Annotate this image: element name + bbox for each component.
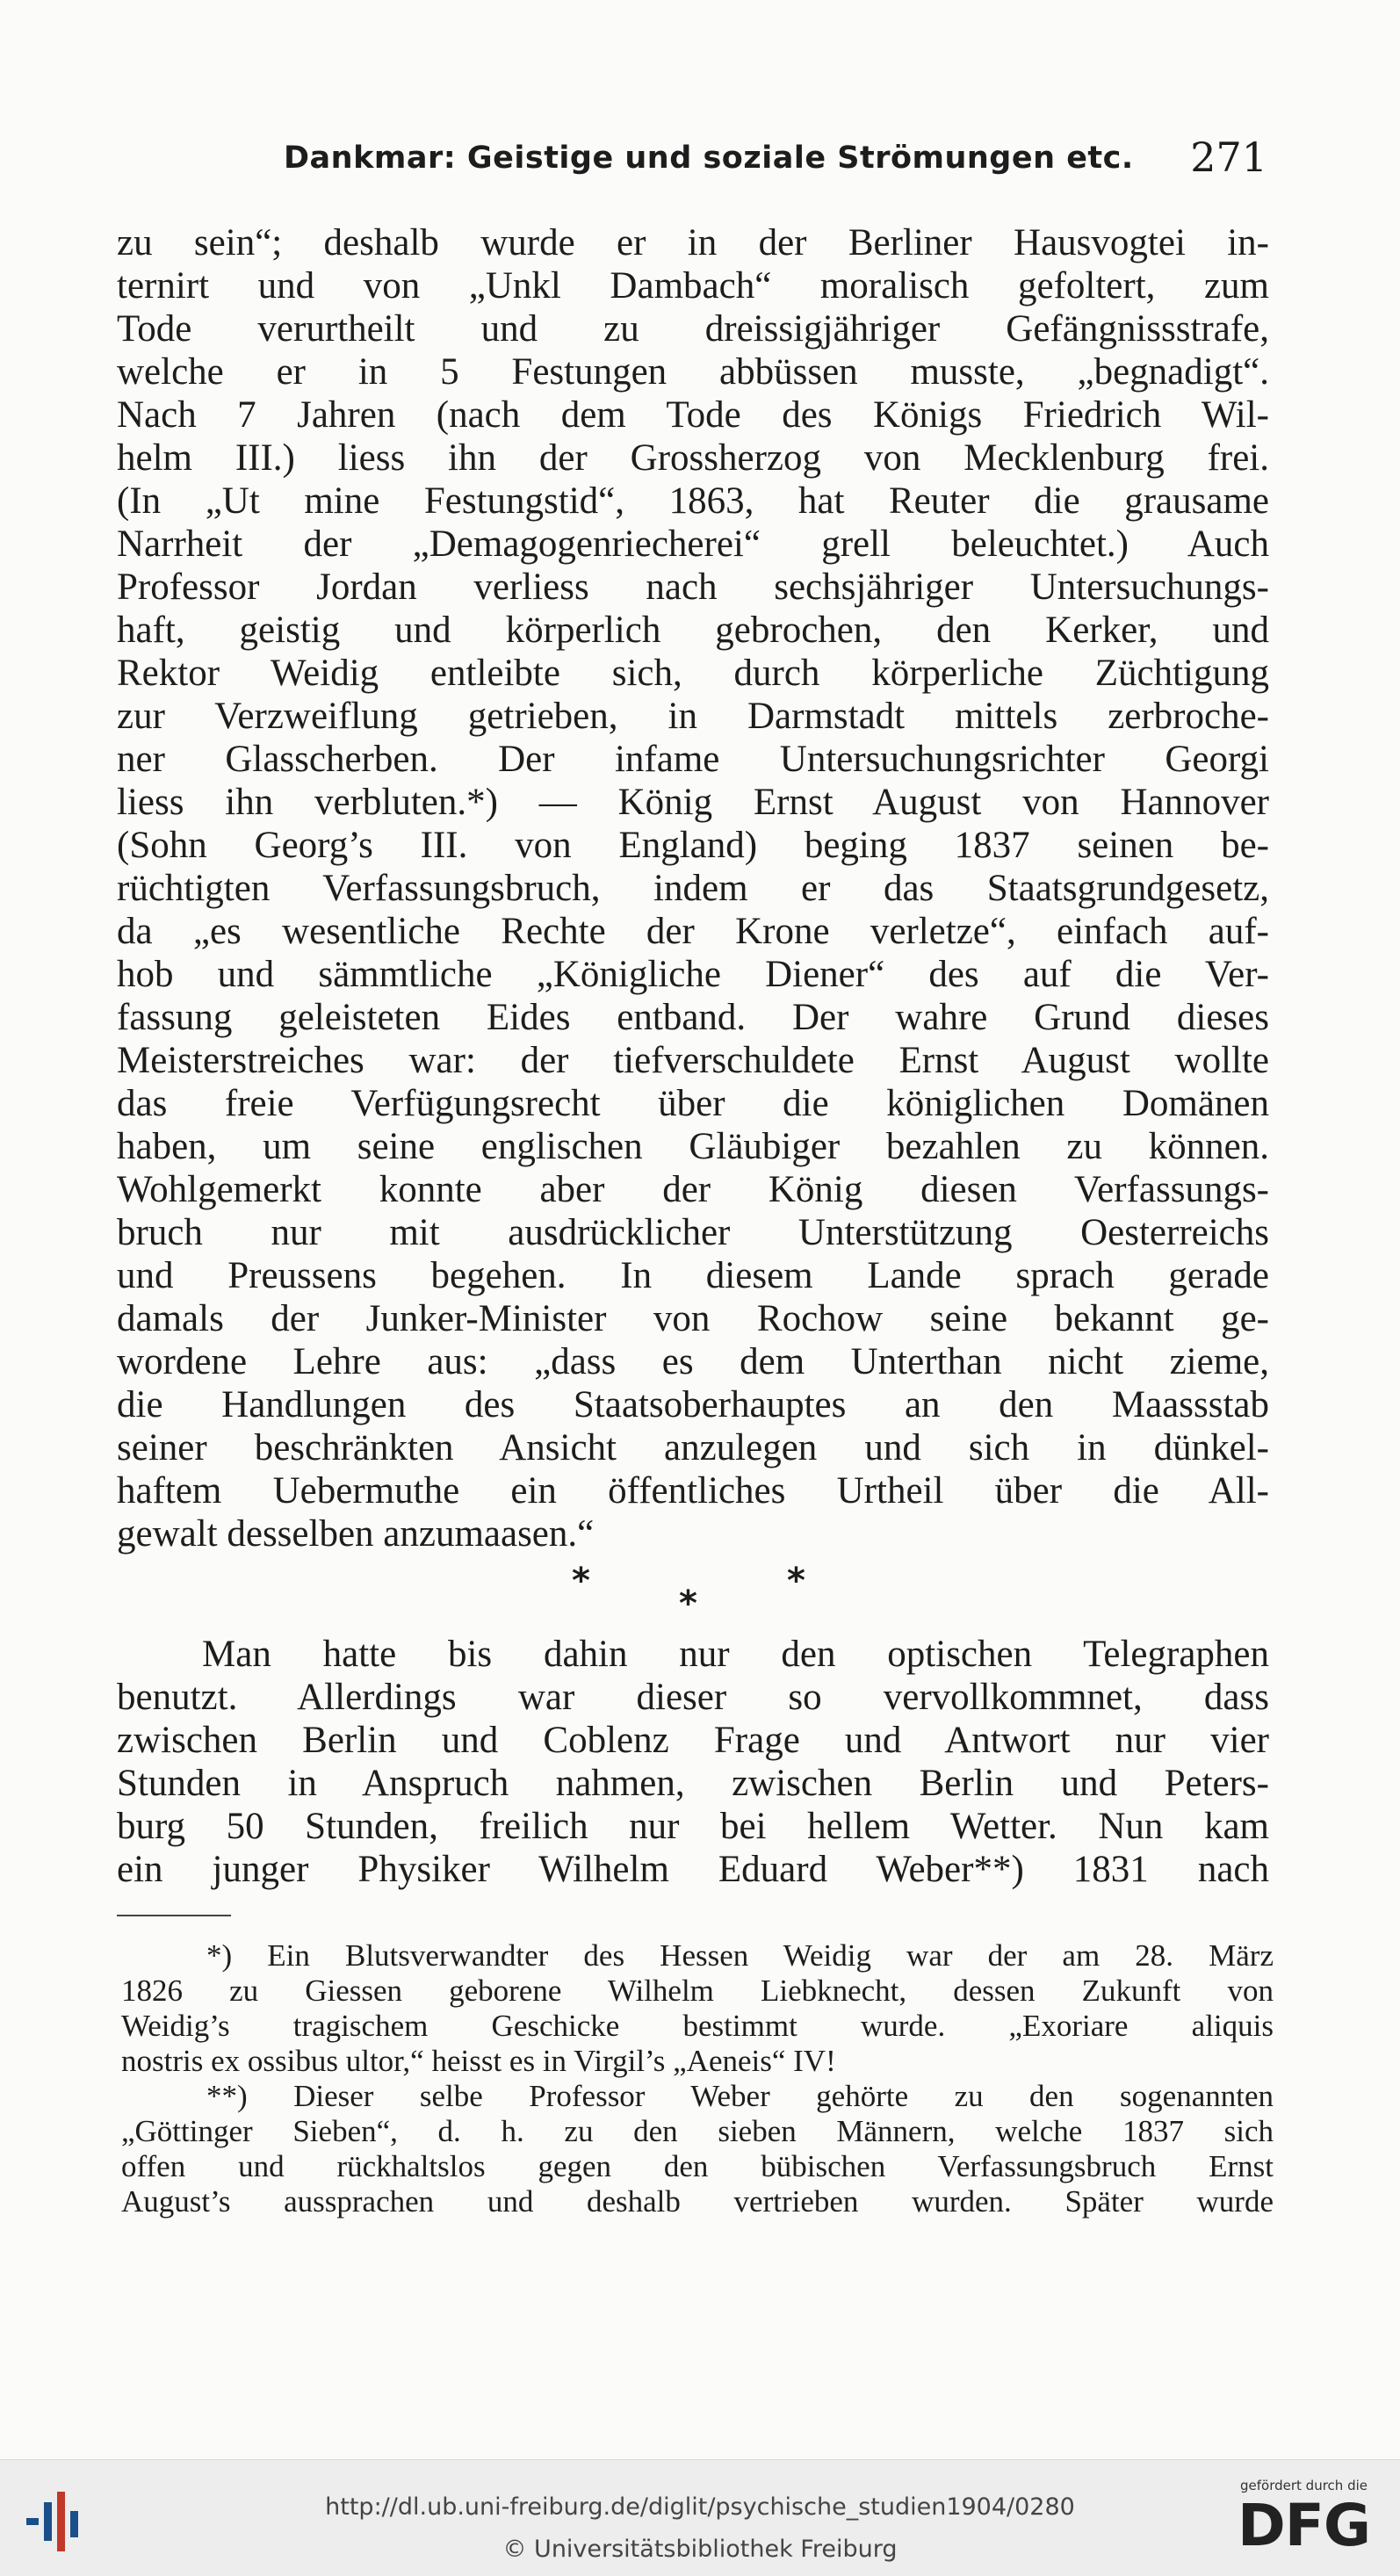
- running-head: Dankmar: Geistige und soziale Strömungen etc.: [284, 141, 1134, 176]
- text-line: hob und sämmtliche „Königliche Diener“ des auf die Ver-: [117, 954, 1269, 995]
- text-line: ternirt und von „Unkl Dambach“ moralisch gefoltert, zum: [117, 265, 1269, 307]
- footnote-line: **) Dieser selbe Professor Weber gehörte zu den sogenannten: [206, 2079, 1274, 2113]
- text-line: (Sohn Georg’s III. von England) beging 1837 seinen be-: [117, 825, 1269, 866]
- text-line: haft, geistig und körperlich gebrochen, den Kerker, und: [117, 610, 1269, 651]
- page-number: 271: [1190, 133, 1267, 181]
- text-line: Professor Jordan verliess nach sechsjähriger Untersuchungs-: [117, 566, 1269, 608]
- text-line: seiner beschränkten Ansicht anzulegen und sich in dünkel-: [117, 1427, 1269, 1468]
- text-line: welche er in 5 Festungen abbüssen musste, „begnadigt“.: [117, 351, 1269, 393]
- text-line: und Preussens begehen. In diesem Lande sprach gerade: [117, 1255, 1269, 1296]
- text-line: (In „Ut mine Festungstid“, 1863, hat Reuter die grausame: [117, 480, 1269, 522]
- footnote-line: August’s aussprachen und deshalb vertrieben wurden. Später wurde: [121, 2184, 1274, 2219]
- footnote-line: 1826 zu Giessen geborene Wilhelm Liebknecht, dessen Zukunft von: [121, 1973, 1274, 2008]
- text-line: Stunden in Anspruch nahmen, zwischen Berlin und Peters-: [117, 1763, 1269, 1804]
- text-line: benutzt. Allerdings war dieser so vervollkommnet, dass: [117, 1677, 1269, 1718]
- text-line: ein junger Physiker Wilhelm Eduard Weber**) 1831 nach: [117, 1849, 1269, 1890]
- dfg-caption: gefördert durch die: [1240, 2478, 1368, 2493]
- footnote-line: nostris ex ossibus ultor,“ heisst es in Virgil’s „Aeneis“ IV!: [121, 2044, 836, 2078]
- text-line: gewalt desselben anzumaasen.“: [117, 1513, 595, 1555]
- separator-star: *: [572, 1561, 590, 1601]
- text-line: das freie Verfügungsrecht über die königlichen Domänen: [117, 1083, 1269, 1124]
- text-line: Wohlgemerkt konnte aber der König diesen Verfassungs-: [117, 1169, 1269, 1210]
- text-line: bruch nur mit ausdrücklicher Unterstützung Oesterreichs: [117, 1212, 1269, 1253]
- footnote-line: *) Ein Blutsverwandter des Hessen Weidig war der am 28. März: [206, 1938, 1274, 1973]
- text-line: Tode verurtheilt und zu dreissigjähriger Gefängnissstrafe,: [117, 308, 1269, 350]
- text-line: Meisterstreiches war: der tiefverschuldete Ernst August wollte: [117, 1040, 1269, 1081]
- footnote-rule: [117, 1915, 231, 1916]
- text-line: rüchtigten Verfassungsbruch, indem er das Staatsgrundgesetz,: [117, 868, 1269, 909]
- footnote-line: „Göttinger Sieben“, d. h. zu den sieben Männern, welche 1837 sich: [121, 2114, 1274, 2148]
- text-line: Man hatte bis dahin nur den optischen Telegraphen: [202, 1634, 1269, 1675]
- footnote-line: Weidig’s tragischem Geschicke bestimmt wurde. „Exoriare aliquis: [121, 2009, 1274, 2043]
- text-line: ner Glasscherben. Der infame Untersuchungsrichter Georgi: [117, 739, 1269, 780]
- text-line: die Handlungen des Staatsoberhauptes an den Maassstab: [117, 1384, 1269, 1425]
- text-line: liess ihn verbluten.*) — König Ernst August von Hannover: [117, 782, 1269, 823]
- separator-star: *: [787, 1561, 805, 1601]
- text-line: da „es wesentliche Rechte der Krone verletze“, einfach auf-: [117, 911, 1269, 952]
- section-separator: [117, 1559, 1269, 1622]
- footnote-line: offen und rückhaltslos gegen den bübischen Verfassungsbruch Ernst: [121, 2149, 1274, 2183]
- dfg-wordmark: DFG: [1237, 2492, 1371, 2559]
- text-line: zwischen Berlin und Coblenz Frage und Antwort nur vier: [117, 1720, 1269, 1761]
- text-line: haftem Uebermuthe ein öffentliches Urtheil über die All-: [117, 1470, 1269, 1512]
- separator-star: *: [679, 1584, 697, 1624]
- viewer-footer: [0, 2459, 1400, 2576]
- text-line: Rektor Weidig entleibte sich, durch körperliche Züchtigung: [117, 653, 1269, 694]
- text-line: zu sein“; deshalb wurde er in der Berliner Hausvogtei in-: [117, 222, 1269, 263]
- footnotes: [121, 1938, 1274, 2219]
- permalink[interactable]: http://dl.ub.uni-freiburg.de/diglit/psychische_studien1904/0280: [325, 2493, 1075, 2521]
- text-line: Narrheit der „Demagogenriecherei“ grell beleuchtet.) Auch: [117, 523, 1269, 565]
- text-line: damals der Junker-Minister von Rochow seine bekannt ge-: [117, 1298, 1269, 1339]
- text-line: helm III.) liess ihn der Grossherzog von Mecklenburg frei.: [117, 437, 1269, 479]
- text-line: burg 50 Stunden, freilich nur bei hellem Wetter. Nun kam: [117, 1806, 1269, 1847]
- copyright-notice: © Universitätsbibliothek Freiburg: [502, 2536, 898, 2563]
- page-header: [117, 132, 1267, 184]
- text-line: Nach 7 Jahren (nach dem Tode des Königs Friedrich Wil-: [117, 394, 1269, 436]
- text-line: wordene Lehre aus: „dass es dem Unterthan nicht zieme,: [117, 1341, 1269, 1382]
- text-line: zur Verzweiflung getrieben, in Darmstadt mittels zerbroche-: [117, 696, 1269, 737]
- text-line: haben, um seine englischen Gläubiger bezahlen zu können.: [117, 1126, 1269, 1167]
- main-text: [117, 221, 1269, 1891]
- text-line: fassung geleisteten Eides entband. Der wahre Grund dieses: [117, 997, 1269, 1038]
- dfg-logo-icon: [1227, 2472, 1381, 2569]
